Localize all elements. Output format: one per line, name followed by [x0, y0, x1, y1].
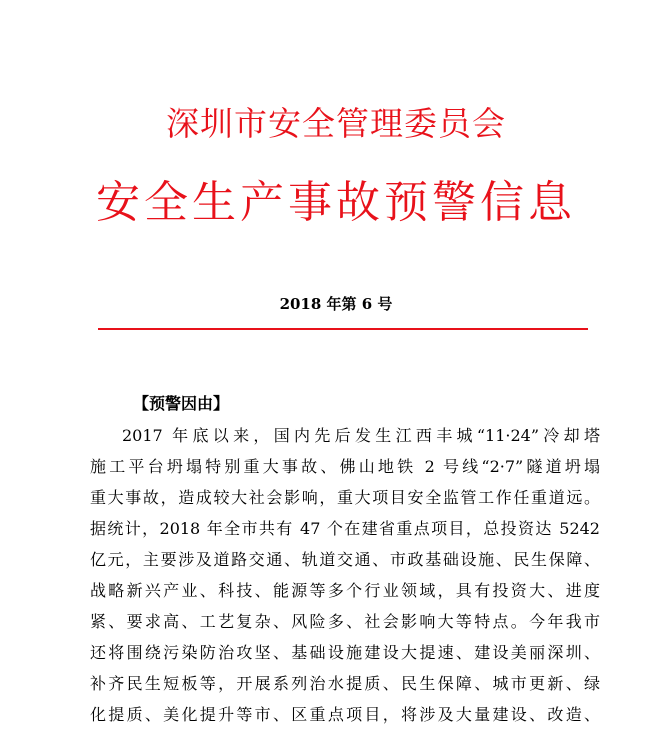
document-title: 安全生产事故预警信息 [96, 177, 576, 228]
header-divider [98, 328, 588, 330]
paragraph-line: 补齐民生短板等，开展系列治水提质、民生保障、城市更新、绿 [90, 674, 600, 693]
paragraph-line: 化提质、美化提升等市、区重点项目，将涉及大量建设、改造、 [90, 705, 600, 724]
paragraph-line: 战略新兴产业、科技、能源等多个行业领域，具有投资大、进度 [90, 581, 600, 600]
paragraph-line: 还将围绕污染防治攻坚、基础设施建设大提速、建设美丽深圳、 [90, 643, 600, 662]
organization-title: 深圳市安全管理委员会 [166, 104, 506, 143]
section-heading: 【预警因由】 [133, 394, 230, 413]
body-paragraph [90, 420, 600, 730]
paragraph-line: 施工平台坍塌特别重大事故、佛山地铁 2 号线“2·7”隧道坍塌 [90, 457, 600, 476]
paragraph-line: 重大事故，造成较大社会影响，重大项目安全监管工作任重道远。 [90, 488, 600, 507]
paragraph-line: 2017 年底以来，国内先后发生江西丰城“11·24”冷却塔 [122, 426, 600, 445]
paragraph-line: 亿元，主要涉及道路交通、轨道交通、市政基础设施、民生保障、 [90, 550, 600, 569]
issue-number: 2018 年第 6 号 [279, 295, 393, 313]
paragraph-line: 据统计，2018 年全市共有 47 个在建省重点项目，总投资达 5242 [90, 519, 600, 538]
paragraph-line: 紧、要求高、工艺复杂、风险多、社会影响大等特点。今年我市 [90, 612, 600, 631]
